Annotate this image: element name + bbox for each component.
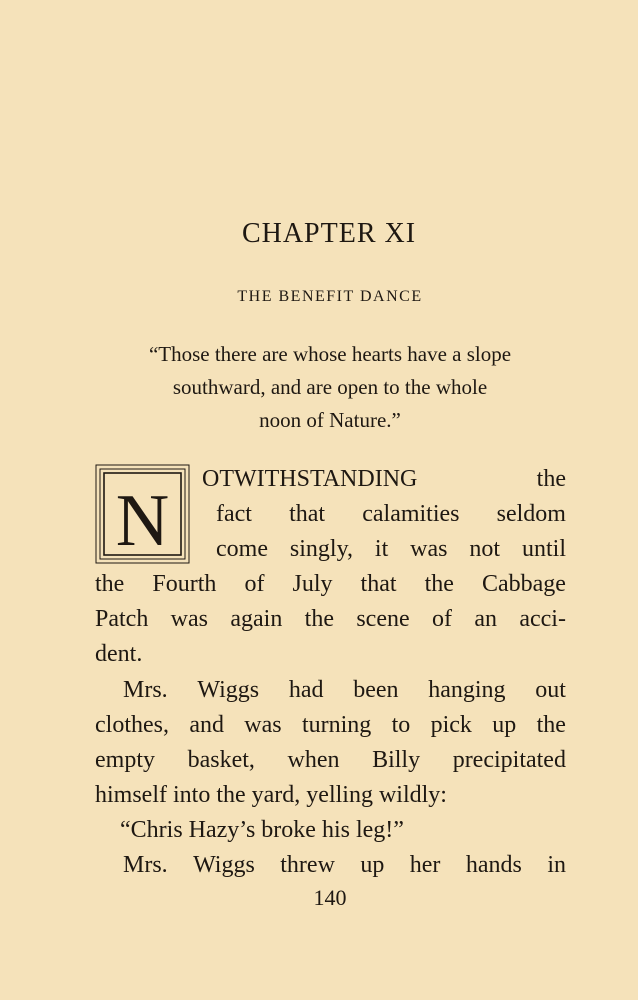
- word: Wiggs: [197, 677, 260, 703]
- word: until: [521, 536, 566, 562]
- word: to: [391, 712, 411, 738]
- word: again: [230, 606, 283, 632]
- text-line: [123, 848, 566, 882]
- word: that: [289, 501, 326, 527]
- word: had: [288, 677, 324, 703]
- word: come: [216, 536, 268, 562]
- drop-cap-frame: [95, 464, 190, 564]
- word: acci-: [519, 606, 566, 632]
- word: OTWITHSTANDING: [202, 466, 418, 492]
- word: hands: [465, 852, 522, 878]
- word: Mrs.: [123, 677, 168, 703]
- word: turning: [301, 712, 372, 738]
- text-line: [95, 778, 566, 812]
- word: up: [360, 852, 385, 878]
- epigraph-line: noon of Nature.”: [259, 408, 401, 432]
- word: Billy: [372, 747, 421, 773]
- word: been: [353, 677, 399, 703]
- text-line: [95, 637, 566, 671]
- word: precipitated: [452, 747, 566, 773]
- word: it: [374, 536, 389, 562]
- chapter-subtitle: THE BENEFIT DANCE: [237, 288, 423, 305]
- word: of: [431, 606, 452, 632]
- word: calamities: [362, 501, 460, 527]
- text-line: [95, 743, 566, 777]
- word: the: [536, 712, 566, 738]
- epigraph-line: southward, and are open to the whole: [172, 375, 488, 399]
- word: Wiggs: [193, 852, 255, 878]
- word: threw: [280, 852, 335, 878]
- text-line: [95, 567, 566, 601]
- text-line: [120, 813, 566, 847]
- text-line: [216, 497, 566, 531]
- drop-cap-letter: N: [115, 480, 170, 562]
- word: dent.: [95, 641, 143, 667]
- word: Cabbage: [481, 571, 566, 597]
- word: not: [469, 536, 501, 562]
- word: singly,: [289, 536, 354, 562]
- word: Fourth: [152, 571, 217, 597]
- word: “Chris Hazy’s broke his leg!”: [120, 817, 404, 843]
- word: in: [547, 852, 566, 878]
- word: Mrs.: [123, 852, 168, 878]
- word: the: [304, 606, 334, 632]
- word: her: [409, 852, 441, 878]
- word: fact: [216, 501, 252, 527]
- word: the: [424, 571, 454, 597]
- epigraph-line: “Those there are whose hearts have a slope: [148, 342, 512, 366]
- word: hanging: [428, 677, 506, 703]
- word: clothes,: [95, 712, 169, 738]
- drop-cap: [95, 464, 190, 564]
- word: pick: [430, 712, 472, 738]
- word: and: [189, 712, 224, 738]
- word: an: [474, 606, 497, 632]
- word: when: [287, 747, 340, 773]
- word: that: [360, 571, 397, 597]
- word: scene: [356, 606, 410, 632]
- text-line: [95, 708, 566, 742]
- word: out: [535, 677, 566, 703]
- chapter-title: CHAPTER XI: [241, 218, 417, 249]
- word: was: [244, 712, 282, 738]
- word: the: [95, 571, 125, 597]
- word: himself into the yard, yelling wildly:: [95, 782, 447, 808]
- page-number: 140: [313, 885, 347, 910]
- word: the: [536, 466, 566, 492]
- word: up: [492, 712, 517, 738]
- text-line: [216, 532, 566, 566]
- word: empty: [95, 747, 155, 773]
- text-line: [202, 462, 566, 496]
- text-line: [95, 602, 566, 636]
- word: seldom: [496, 501, 566, 527]
- word: July: [292, 571, 333, 597]
- word: of: [244, 571, 265, 597]
- word: was: [170, 606, 208, 632]
- word: basket,: [187, 747, 255, 773]
- word: was: [410, 536, 448, 562]
- text-line: [123, 673, 566, 707]
- word: Patch: [95, 606, 149, 632]
- epigraph: [80, 338, 580, 437]
